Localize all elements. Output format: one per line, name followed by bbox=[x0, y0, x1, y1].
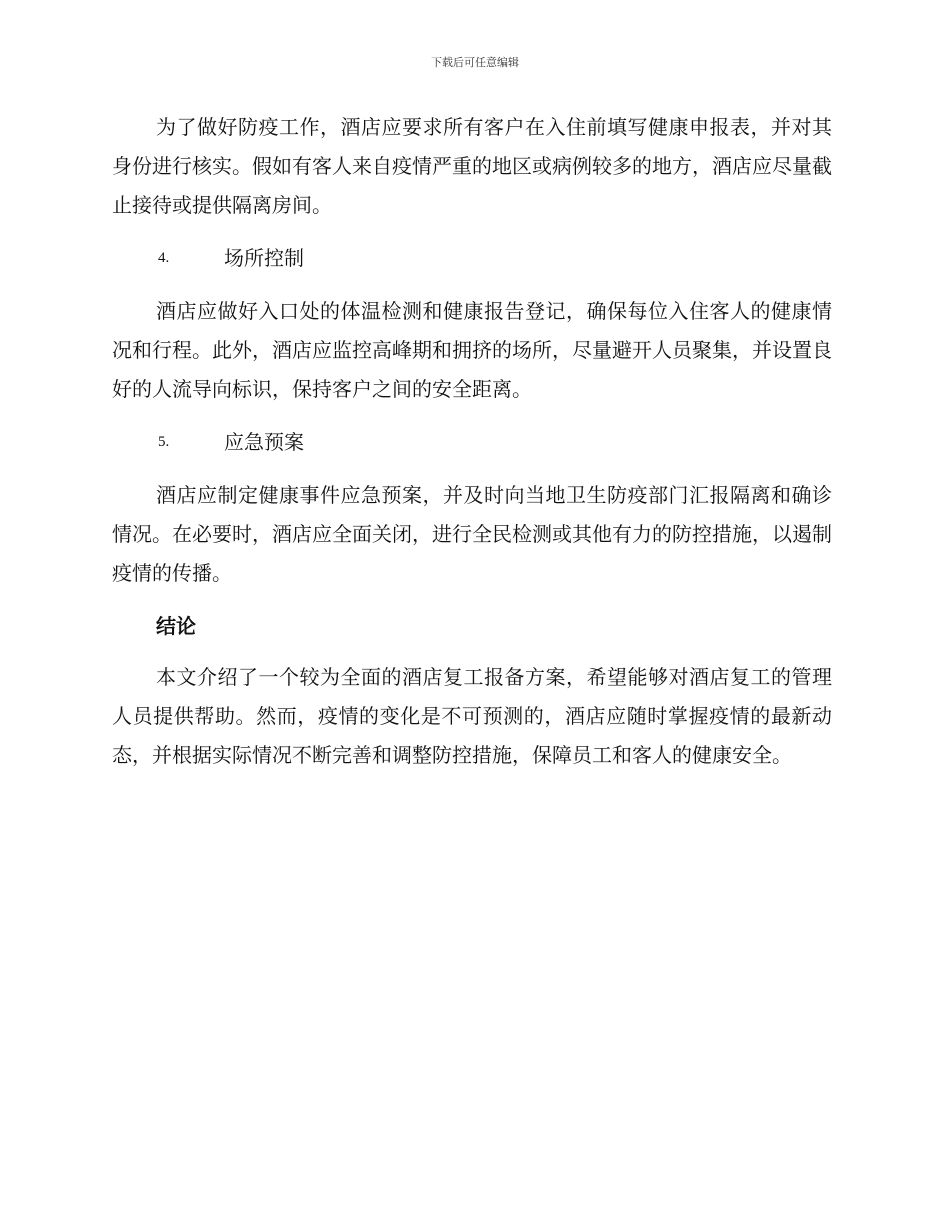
section-title: 场所控制 bbox=[224, 246, 304, 270]
page-header: 下载后可任意编辑 bbox=[431, 56, 519, 69]
paragraph-venue-control: 酒店应做好入口处的体温检测和健康报告登记，确保每位入住客人的健康情况和行程。此外，酒店应监控高峰期和拥挤的场所，尽量避开人员聚集，并设置良好的人流导向标识，保持客户之间的安全距离。 bbox=[112, 299, 832, 401]
paragraph-emergency-plan: 酒店应制定健康事件应急预案，并及时向当地卫生防疫部门汇报隔离和确诊情况。在必要时，酒店应全面关闭，进行全民检测或其他有力的防控措施，以遏制疫情的传播。 bbox=[112, 483, 832, 585]
paragraph-conclusion: 本文介绍了一个较为全面的酒店复工报备方案，希望能够对酒店复工的管理人员提供帮助。然而，疫情的变化是不可预测的，酒店应随时掌握疫情的最新动态，并根据实际情况不断完善和调整防控措施，保障员工和客人的健康安全。 bbox=[112, 665, 832, 767]
section-number: 4. bbox=[158, 250, 170, 266]
paragraph-health-declaration: 为了做好防疫工作，酒店应要求所有客户在入住前填写健康申报表，并对其身份进行核实。假如有客人来自疫情严重的地区或病例较多的地方，酒店应尽量截止接待或提供隔离房间。 bbox=[112, 115, 832, 217]
section-heading-venue-control bbox=[112, 239, 832, 278]
conclusion-heading: 结论 bbox=[156, 614, 196, 638]
document-body bbox=[112, 108, 832, 775]
section-heading-emergency-plan bbox=[112, 423, 832, 462]
section-title: 应急预案 bbox=[224, 430, 304, 454]
section-number: 5. bbox=[158, 434, 170, 450]
